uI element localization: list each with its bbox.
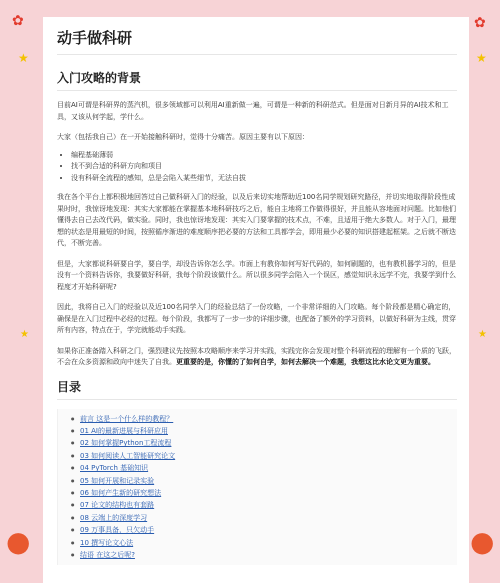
paragraph-reasons: 大家（包括我自己）在一开始接触科研时，觉得十分痛苦。原因主要有以下原因： [57, 133, 309, 141]
paragraph-self-study: 但是，大家都说科研要自学，要自学，却没告诉你怎么学。市面上有教你如何写好代码的，如何刷题的，也有教机器学习的，但是没有一个资料告诉你，我要做好科研，我每个阶段该做什么。所以很多同学会陷入一个误区，感觉知识永远学不完，我要学到什么程度才开始科研呢? [57, 259, 456, 291]
deco-star-icon: ★ [20, 329, 29, 340]
toc-link-08[interactable]: ● 08 云端上的深度学习 [68, 512, 457, 524]
paragraph-recommendation [57, 346, 457, 369]
paragraph-experience: 我在各个平台上都积极地回答过自己做科研入门的经验，以及后来切实地帮助近100名同学规划研究路径，并切实地取得阶段性成果时时，我惊讶地发现：其实大家都能在掌握基本地科研技巧之后，能自主地将工作做得很好，并且能从容地面对问题。比如他们懂得去自己去改代码，做实验。同时，我也惊讶地发现：其实入门要掌握的技术点，不难，且适用于绝大多数人。对于入门，最理想的状态是用最短的时间，按照循序渐进的难度顺序把必要的方法和工具都学会，即用最少必要的知识搭建起框架。之后就不断迭代，不断完善。 [57, 193, 456, 247]
page-title: 动手做科研 [57, 27, 457, 55]
deco-flower-icon: ✿ [12, 13, 24, 29]
list-item: • 没有科研全流程的感知，总是会陷入某些细节，无法自拔 [71, 173, 457, 185]
paragraph-summary: 因此，我将自己入门的经验以及近100名同学入门的经验总结了一份攻略，一个非常详细的入门攻略。每个阶段都是精心确定的，确保是在入门过程中必经的过程。每个阶段，我都写了一步一步的详细步骤，也配备了额外的学习资料，以做好科研为主线，贯穿所有内容，特点在于，学完就能动手实践。 [57, 303, 456, 334]
toc-link-epilogue[interactable]: ● 结语 在这之后呢? [68, 549, 457, 561]
recommendation-text: 如果你正准备踏入科研之门，强烈建议先按照本攻略顺序来学习并实践，实践完你会发现对整个科研流程的理解有一个质的飞跃，不会在众多资源和政向中迷失了自我。 [57, 346, 456, 366]
list-item: • 编程基础薄弱 [71, 150, 457, 162]
recommendation-emphasis: 更重要的是，你懂的了如何自学，如何去解决一个难题，我想这比水论文更为重要。 [176, 358, 435, 366]
deco-star-icon: ★ [476, 51, 487, 65]
paragraph-intro: 目前AI可谓是科研界的蒸汽机，很多领域都可以利用AI重新做一遍，可谓是一种新的科研范式。但是面对日新月异的AI技术和工具，又该从何学起，学什么。 [57, 101, 449, 121]
deco-star-icon: ★ [478, 329, 487, 340]
toc-link-02[interactable]: ● 02 如何掌握Python工程流程 [68, 437, 457, 449]
deco-star-icon: ★ [18, 51, 29, 65]
deco-peach-icon: ● [470, 525, 495, 558]
reasons-list [71, 150, 457, 185]
toc-link-04[interactable]: ● 04 PyTorch 基础知识 [68, 462, 457, 474]
toc-link-09[interactable]: ● 09 万事具备，只欠动手 [68, 524, 457, 536]
toc-link-03[interactable]: ● 03 如何阅读人工智能研究论文 [68, 450, 457, 462]
toc-link-07[interactable]: ● 07 论文的结构也有套路 [68, 499, 457, 511]
toc-link-06[interactable]: ● 06 如何产生新的研究想法 [68, 487, 457, 499]
section-heading: 入门攻略的背景 [57, 69, 457, 91]
toc-link-preface[interactable]: ● 前言 这是一个什么样的教程？ [68, 413, 457, 425]
document-page [43, 17, 469, 583]
toc-heading: 目录 [57, 378, 457, 400]
table-of-contents [57, 409, 457, 566]
deco-peach-icon: ● [6, 525, 31, 558]
toc-link-10[interactable]: ● 10 撰写论文心法 [68, 537, 457, 549]
toc-link-01[interactable]: ● 01 AI的最新进展与科研应用 [68, 425, 457, 437]
list-item: • 找不到合适的科研方向和项目 [71, 161, 457, 173]
toc-link-05[interactable]: ● 05 如何开展和记录实验 [68, 475, 457, 487]
deco-flower-icon: ✿ [474, 15, 486, 31]
